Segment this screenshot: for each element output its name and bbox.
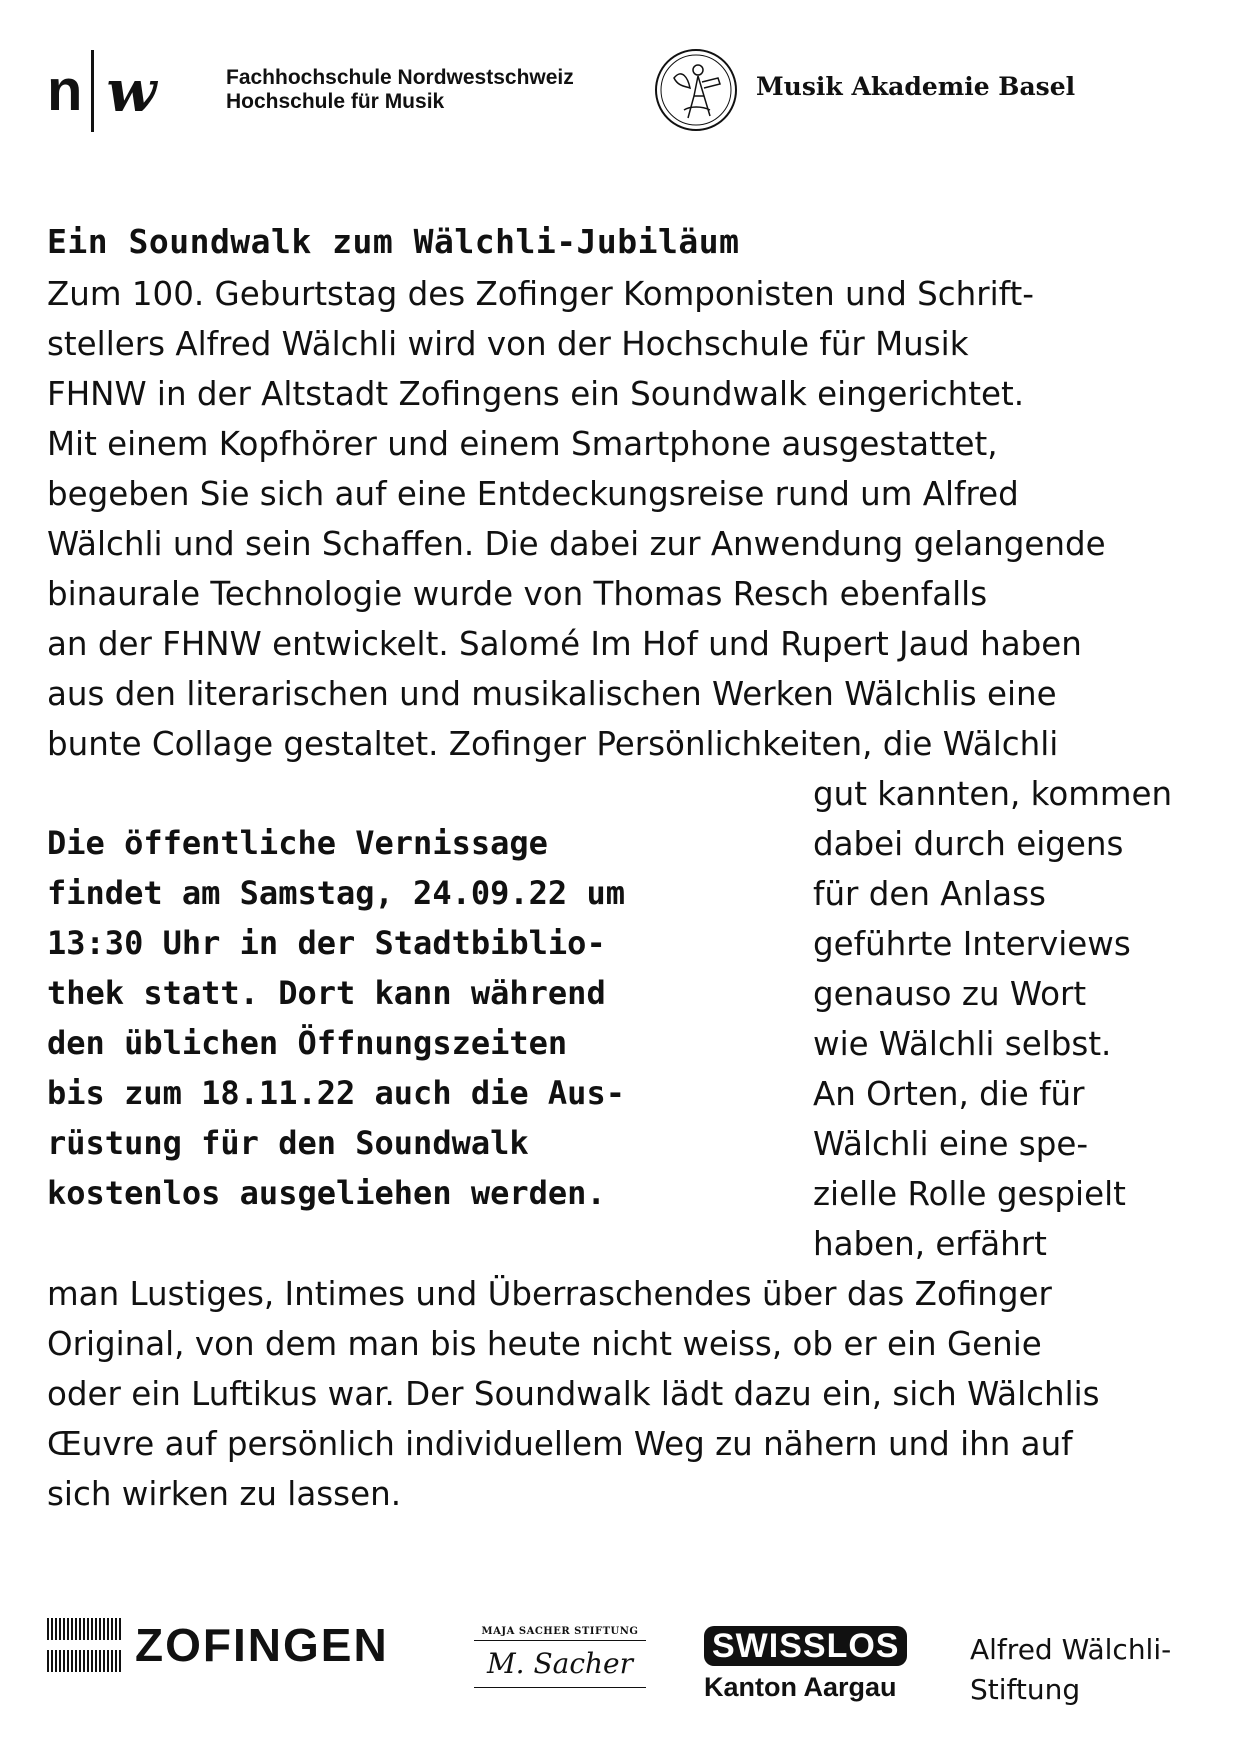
paragraph-intro — [47, 269, 1207, 769]
text-line: sich wirken zu lassen. — [47, 1475, 402, 1513]
text-line: Œuvre auf persönlich individuellem Weg zu nähern und ihn auf — [47, 1425, 1073, 1463]
mab-name: Musik Akademie Basel — [756, 72, 1076, 101]
text-line: an der FHNW entwickelt. Salomé Im Hof und Rupert Jaud haben — [47, 625, 1082, 663]
text-line: den üblichen Öffnungszeiten — [47, 1024, 568, 1062]
text-line: bis zum 18.11.22 auch die Aus- — [47, 1074, 625, 1112]
text-line: gut kannten, kommen — [813, 775, 1173, 813]
angel-seal-icon — [654, 48, 738, 132]
text-line: genauso zu Wort — [813, 975, 1087, 1013]
text-line: man Lustiges, Intimes und Überraschendes über das Zofinger — [47, 1275, 1052, 1313]
text-line: aus den literarischen und musikalischen Werken Wälchlis eine — [47, 675, 1057, 713]
text-line: bunte Collage gestaltet. Zofinger Persönlichkeiten, die Wälchli — [47, 725, 1059, 763]
stiftung-line2: Stiftung — [970, 1673, 1081, 1706]
text-line: 13:30 Uhr in der Stadtbiblio- — [47, 924, 606, 962]
text-line: dabei durch eigens — [813, 825, 1124, 863]
zofingen-logo — [47, 1618, 389, 1672]
text-line: geführte Interviews — [813, 925, 1131, 963]
stiftung-line1: Alfred Wälchli- — [970, 1633, 1172, 1666]
text-line: Mit einem Kopfhörer und einem Smartphone ausgestattet, — [47, 425, 998, 463]
fhnw-name-line2: Hochschule für Musik — [226, 90, 445, 113]
fhnw-logo-divider — [91, 50, 94, 132]
zofingen-wordmark: ZOFINGEN — [135, 1619, 389, 1671]
paragraph-side-column — [813, 769, 1213, 1269]
text-line: Original, von dem man bis heute nicht weiss, ob er ein Genie — [47, 1325, 1042, 1363]
text-line: kostenlos ausgeliehen werden. — [47, 1174, 606, 1212]
paragraph-closing — [47, 1269, 1207, 1519]
fhnw-logo-w: w — [106, 57, 157, 125]
text-line: binaurale Technologie wurde von Thomas Resch ebenfalls — [47, 575, 988, 613]
text-line: wie Wälchli selbst. — [813, 1025, 1112, 1063]
text-line: für den Anlass — [813, 875, 1046, 913]
text-line: Zum 100. Geburtstag des Zofinger Komponisten und Schrift- — [47, 275, 1034, 313]
swisslos-wordmark: SWISSLOS — [704, 1626, 907, 1666]
text-line: thek statt. Dort kann während — [47, 974, 606, 1012]
text-line: zielle Rolle gespielt — [813, 1175, 1126, 1213]
text-line: FHNW in der Altstadt Zofingens ein Soundwalk eingerichtet. — [47, 375, 1025, 413]
text-line: Wälchli und sein Schaffen. Die dabei zur Anwendung gelangende — [47, 525, 1106, 563]
barcode-icon — [47, 1618, 121, 1672]
text-line: rüstung für den Soundwalk — [47, 1124, 529, 1162]
text-line: Die öffentliche Vernissage — [47, 824, 548, 862]
waelchli-stiftung-logo — [970, 1630, 1171, 1710]
maja-sacher-stiftung-logo — [474, 1626, 646, 1700]
swisslos-logo — [704, 1626, 907, 1704]
vernissage-announcement — [47, 818, 777, 1218]
text-line: Wälchli eine spe- — [813, 1125, 1089, 1163]
maja-sacher-label: MAJA SACHER STIFTUNG — [474, 1626, 646, 1641]
text-line: begeben Sie sich auf eine Entdeckungsreise rund um Alfred — [47, 475, 1019, 513]
fhnw-name-line1: Fachhochschule Nordwestschweiz — [226, 66, 574, 89]
text-line: haben, erfährt — [813, 1225, 1047, 1263]
fhnw-logo — [47, 50, 156, 132]
text-line: findet am Samstag, 24.09.22 um — [47, 874, 625, 912]
text-line: oder ein Luftikus war. Der Soundwalk lädt dazu ein, sich Wälchlis — [47, 1375, 1100, 1413]
maja-sacher-signature: M. Sacher — [474, 1641, 646, 1688]
text-line: An Orten, die für — [813, 1075, 1085, 1113]
swisslos-subtitle: Kanton Aargau — [704, 1672, 897, 1702]
fhnw-name — [226, 66, 574, 114]
text-line: stellers Alfred Wälchli wird von der Hochschule für Musik — [47, 325, 969, 363]
article-title: Ein Soundwalk zum Wälchli-Jubiläum — [47, 222, 740, 261]
fhnw-logo-n: n — [47, 58, 82, 123]
